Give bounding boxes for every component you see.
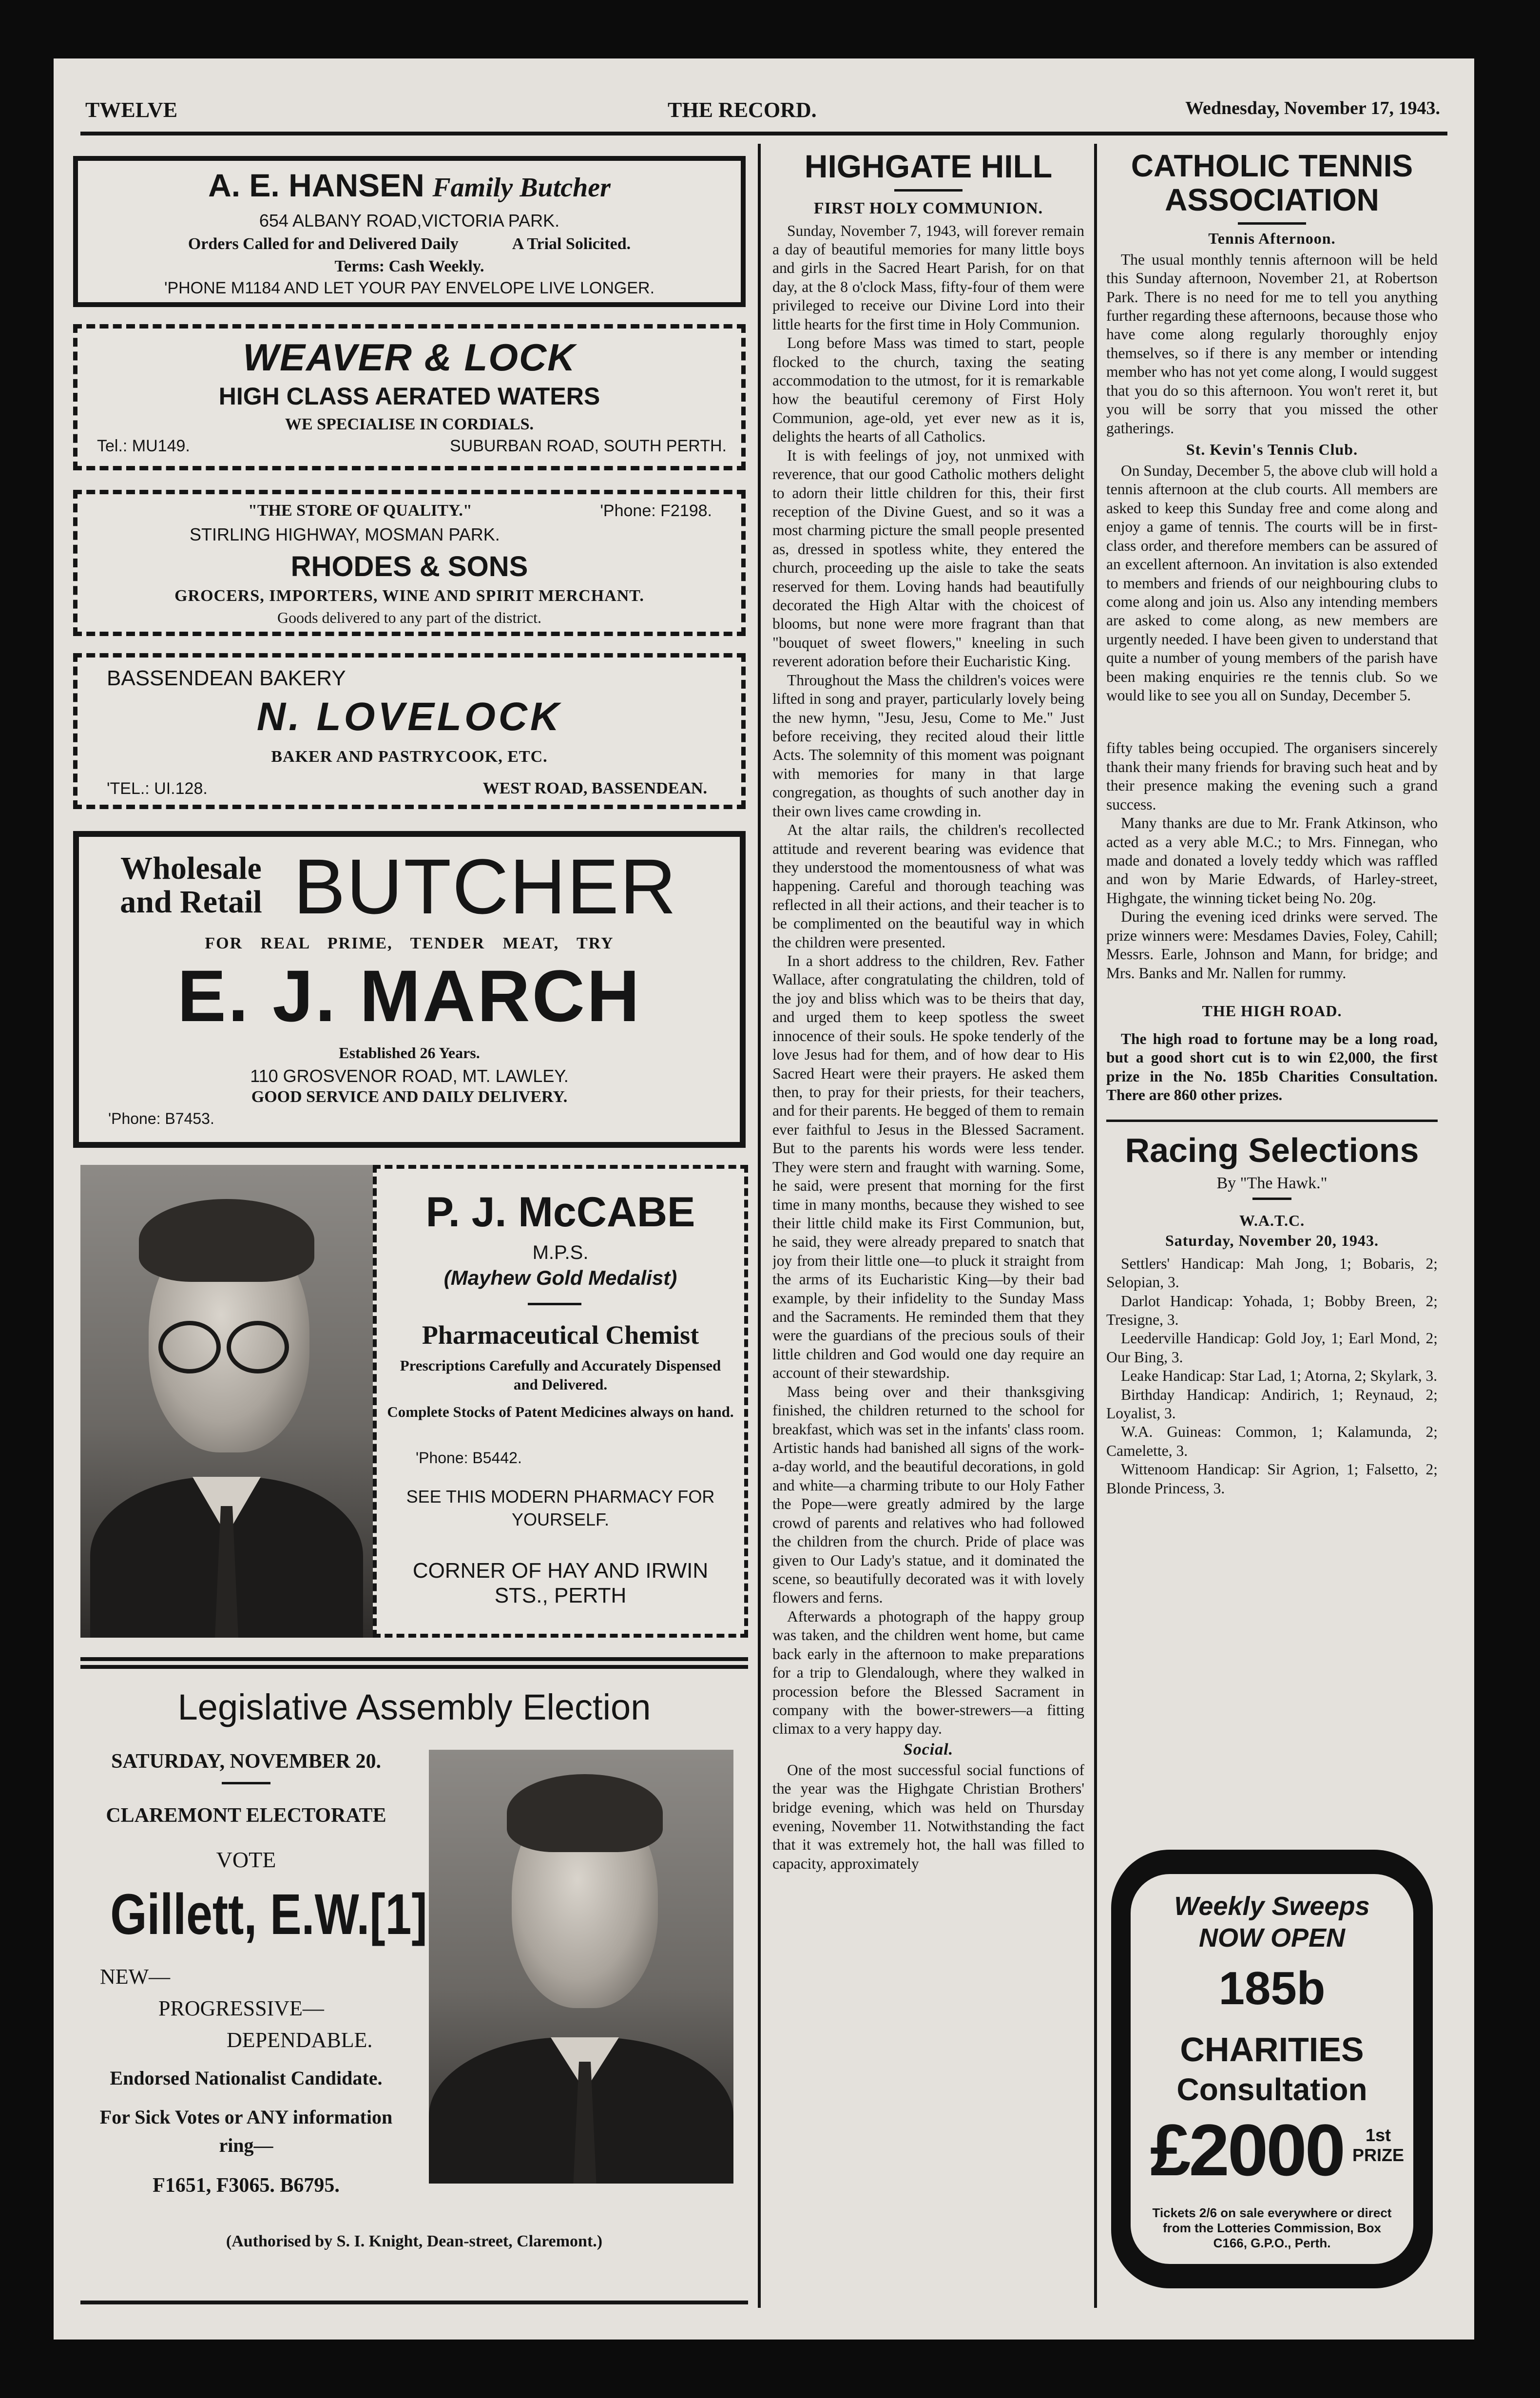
highgate-para-7: Mass being over and their thanksgiving finished, the children returned to the school for breakfast, which was set in the infants' class room. Artistic hands had banished all signs of the work-a-day world, and the beautiful decorations, in gold and white—a charming tribute to our Holy Father the Pope—were greatly admired by the large crowd of parents and relatives who had followed the children from the church. Pride of place was given to Our Lady's statue, and it dominated the scene, so beautifully decorated was it with lovely flowers and ferns. bbox=[772, 1383, 1084, 1606]
weaver-line2: WE SPECIALISE IN CORDIALS. bbox=[285, 415, 534, 433]
column-divider-1 bbox=[758, 144, 761, 2308]
election-top-rule-2 bbox=[80, 1665, 748, 1669]
racing-item: Darlot Handicap: Yohada, 1; Bobby Breen, 2; Tresigne, 3. bbox=[1106, 1292, 1438, 1328]
highgate-subtitle: FIRST HOLY COMMUNION. bbox=[813, 199, 1043, 217]
hansen-address: 654 ALBANY ROAD,VICTORIA PARK. bbox=[259, 211, 560, 231]
racing-title: Racing Selections bbox=[1125, 1131, 1419, 1169]
mccabe-portrait bbox=[80, 1165, 373, 1638]
mccabe-title: Pharmaceutical Chemist bbox=[422, 1320, 699, 1350]
highgate-column bbox=[772, 149, 1084, 2308]
sweeps-charities: CHARITIES bbox=[1180, 2031, 1364, 2069]
hansen-tag: Family Butcher bbox=[432, 173, 611, 203]
sweeps-ad bbox=[1111, 1850, 1433, 2288]
lovelock-bakery-ad bbox=[73, 653, 746, 809]
sweeps-prize-label-2: PRIZE bbox=[1352, 2145, 1405, 2166]
mccabe-stocks: Complete Stocks of Patent Medicines always on hand. bbox=[387, 1403, 734, 1420]
election-bottom-rule bbox=[80, 2301, 748, 2304]
election-top-rule-1 bbox=[80, 1657, 748, 1661]
hansen-butcher-ad bbox=[73, 156, 746, 307]
racing-item: Wittenoom Handicap: Sir Agrion, 1; Falsetto, 2; Blonde Princess, 3. bbox=[1106, 1461, 1438, 1497]
racing-list bbox=[1106, 1255, 1438, 1498]
high-road-heading: THE HIGH ROAD. bbox=[1202, 1002, 1342, 1020]
lovelock-trade: BAKER AND PASTRYCOOK, ETC. bbox=[271, 748, 548, 766]
election-progressive: PROGRESSIVE— bbox=[158, 1996, 324, 2020]
march-address: 110 GROSVENOR ROAD, MT. LAWLEY. bbox=[250, 1066, 569, 1086]
weaver-name: WEAVER & LOCK bbox=[243, 336, 576, 379]
highgate-para-5: At the altar rails, the children's recollected attitude and reverent bearing was evidence that they understood the momentousness of what was happening. Careful and thorough teaching was reflected in all their actions, and their teacher is to be complimented on the beautiful way in which the children were presented. bbox=[772, 821, 1084, 951]
racing-byline: By "The Hawk." bbox=[1216, 1174, 1328, 1192]
weaver-lock-ad bbox=[73, 324, 746, 470]
lovelock-tel: 'TEL.: UI.128. bbox=[107, 779, 208, 798]
sweeps-line-1: Weekly Sweeps bbox=[1174, 1892, 1370, 1921]
election-candidate: Gillett, E.W.[1] bbox=[110, 1882, 427, 1947]
page-header bbox=[85, 97, 1440, 132]
tennis-para-1: The usual monthly tennis afternoon will be held this Sunday afternoon, November 21, at Robertson Park. There is no need for me to tell you anything further regarding these afternoons, because those who have come along regularly thoroughly enjoy themselves, so if there is any member or intending member who has not yet come along, I would suggest that you do so this afternoon. You won't reret it, but you will be sorry that you missed the other gatherings. bbox=[1106, 251, 1438, 437]
rhodes-address: STIRLING HIGHWAY, MOSMAN PARK. bbox=[190, 524, 500, 544]
racing-item: Birthday Handicap: Andirich, 1; Reynaud, 2; Loyalist, 3. bbox=[1106, 1386, 1438, 1422]
mccabe-corner: CORNER OF HAY AND IRWIN STS., PERTH bbox=[412, 1559, 709, 1607]
rhodes-delivery: Goods delivered to any part of the district. bbox=[277, 609, 542, 626]
weaver-tel: Tel.: MU149. bbox=[97, 437, 190, 455]
weaver-address: SUBURBAN ROAD, SOUTH PERTH. bbox=[449, 437, 727, 455]
sweeps-prize: £2000 bbox=[1150, 2109, 1344, 2191]
sweeps-consultation: Consultation bbox=[1176, 2072, 1367, 2107]
sweeps-tickets: Tickets 2/6 on sale everywhere or direct from the Lotteries Commission, Box C166, G.P.O., Perth. bbox=[1152, 2205, 1392, 2251]
election-dependable: DEPENDABLE. bbox=[227, 2028, 373, 2052]
tennis-sub-2: St. Kevin's Tennis Club. bbox=[1186, 441, 1358, 458]
march-butcher: BUTCHER bbox=[293, 843, 677, 930]
page-number: TWELVE bbox=[85, 98, 178, 122]
election-electorate: CLAREMONT ELECTORATE bbox=[106, 1804, 386, 1827]
rhodes-sons-ad bbox=[73, 490, 746, 636]
lovelock-address: WEST ROAD, BASSENDEAN. bbox=[482, 779, 707, 797]
hansen-orders: Orders Called for and Delivered Daily bbox=[188, 235, 459, 253]
continued-para-2: Many thanks are due to Mr. Frank Atkinson, who acted as a very able M.C.; to Mrs. Finnegan, who made and donated a lovely teddy which was raffled and won by Marie Edwards, of Harley-street, Highgate, the winning ticket being No. 20g. bbox=[1106, 814, 1438, 907]
newspaper-page bbox=[54, 58, 1474, 2340]
highgate-para-8: Afterwards a photograph of the happy group was taken, and the children went home, but came back early in the afternoon to make preparations for a trip to Glendalough, where they walked in procession before the Blessed Sacrament in company with the bower-strewers—a fitting climax to a very happy day. bbox=[772, 1607, 1084, 1738]
hansen-trial: A Trial Solicited. bbox=[512, 235, 631, 253]
highgate-para-6: In a short address to the children, Rev. Father Wallace, after congratulating the children, told of the joy and bliss which was to be theirs that day, and urged them to keep spotless the sweet innocence of their souls. He spoke tenderly of the love Jesus had for them, and of how dear to His Sacred Heart were their prayers. He asked them then, to pray for their priests, for their teachers, and for their parents. He begged of them to remain ever faithful to Jesus in the Blessed Sacrament. But to the parents his words were less tender. They were stern and fraught with warning. Some, he said, were present that morning for the first time in many months, because they wished to see their little child make its First Communion, but, he said, they were already prepared to snatch that joy from their little one—to pluck it straight from the arms of its Eucharistic King—by their bad example, by their infidelity to the Sunday Mass and the Sacraments. He reminded them that they were the guardians of the precious souls of their little children and God would one day require an account of their stewardship. bbox=[772, 952, 1084, 1382]
tennis-para-2: On Sunday, December 5, the above club will hold a tennis afternoon at the club courts. All members are asked to keep this Sunday free and come along and enjoy a game of tennis. The courts will be in first-class order, and therefore members can be assured of an excellent afternoon. An invitation is also extended to members and friends of our neighbouring clubs to come along and join us. Also any intending members are asked to come along, as new members are urgently needed. I have been given to understand that quite a number of young members of the parish have been making enquiries re the tennis club. So we would like to see you all on Sunday, December 5. bbox=[1106, 462, 1438, 704]
masthead-title: THE RECORD. bbox=[668, 98, 817, 122]
march-service: GOOD SERVICE AND DAILY DELIVERY. bbox=[251, 1088, 568, 1106]
hansen-phone: 'PHONE M1184 AND LET YOUR PAY ENVELOPE LIVE LONGER. bbox=[164, 279, 655, 297]
mccabe-see: SEE THIS MODERN PHARMACY FOR YOURSELF. bbox=[406, 1487, 715, 1529]
continued-para-1: fifty tables being occupied. The organisers sincerely thank their many friends for braving such heat and by their presence making the evening such a grand success. bbox=[1106, 739, 1438, 813]
lovelock-name: N. LOVELOCK bbox=[256, 695, 562, 739]
hansen-terms: Terms: Cash Weekly. bbox=[334, 257, 484, 275]
mccabe-prescriptions: Prescriptions Carefully and Accurately Dispensed and Delivered. bbox=[400, 1357, 721, 1393]
rhodes-trade: GROCERS, IMPORTERS, WINE AND SPIRIT MERCHANT. bbox=[174, 587, 644, 605]
rhodes-name: RHODES & SONS bbox=[290, 551, 528, 582]
racing-item: Settlers' Handicap: Mah Jong, 1; Bobaris, 2; Selopian, 3. bbox=[1106, 1255, 1438, 1291]
sweeps-prize-label-1: 1st bbox=[1365, 2125, 1391, 2145]
continued-para-3: During the evening iced drinks were served. The prize winners were: Mesdames Davies, Foley, Cahill; Messrs. Earle, Johnson and Mann, for bridge; and Mrs. Banks and Mr. Nallen for rummy. bbox=[1106, 908, 1438, 982]
highgate-para-2: Long before Mass was timed to start, people flocked to the church, taxing the seating accommodation to the utmost, for it is remarkable how the beautiful ceremony of First Holy Communion, age-old, yet ever new as it is, delights the hearts of all Catholics. bbox=[772, 334, 1084, 445]
mccabe-name: P. J. McCABE bbox=[425, 1189, 695, 1236]
march-for-line: FOR REAL PRIME, TENDER MEAT, TRY bbox=[205, 934, 614, 952]
highgate-para-1: Sunday, November 7, 1943, will forever remain a day of beautiful memories for many little boys and girls in the Sacred Heart Parish, for on that day, at the 8 o'clock Mass, fifty-four of them were privileged to receive our Divine Lord into their little hearts for the first time in Holy Communion. bbox=[772, 222, 1084, 333]
tennis-sub-1: Tennis Afternoon. bbox=[1208, 229, 1336, 247]
election-endorsed: Endorsed Nationalist Candidate. bbox=[110, 2067, 383, 2089]
mccabe-medal: (Mayhew Gold Medalist) bbox=[443, 1266, 677, 1289]
column-divider-2 bbox=[1094, 144, 1097, 2308]
racing-item: W.A. Guineas: Common, 1; Kalamunda, 2; Camelette, 3. bbox=[1106, 1423, 1438, 1459]
rhodes-quality: "THE STORE OF QUALITY." bbox=[248, 502, 472, 520]
march-established: Established 26 Years. bbox=[339, 1044, 480, 1062]
march-wholesale: Wholesale bbox=[120, 851, 262, 886]
march-name: E. J. MARCH bbox=[177, 955, 642, 1037]
election-title: Legislative Assembly Election bbox=[177, 1687, 651, 1727]
sweeps-line-2: NOW OPEN bbox=[1198, 1923, 1345, 1953]
mccabe-phone: 'Phone: B5442. bbox=[416, 1449, 522, 1467]
issue-date: Wednesday, November 17, 1943. bbox=[1185, 98, 1440, 118]
highgate-para-3: It is with feelings of joy, not unmixed with reverence, that our good Catholic mothers delight to adorn their little children for this, their first reception of the Divine Guest, and so it was a most charming picture the small people presented as, dressed in spotless white, they entered the church, proceeding up the aisle to take the seats reserved for them. Loving hands had beautifully decorated the High Altar with the choicest of blooms, but none were more fragrant than that "bouquet of sweet flowers," kneeling in such reverent adoration before their Eucharistic King. bbox=[772, 446, 1084, 670]
mccabe-pharmacy-ad bbox=[80, 1165, 748, 1638]
march-phone: 'Phone: B7453. bbox=[108, 1110, 214, 1127]
weaver-line1: HIGH CLASS AERATED WATERS bbox=[218, 383, 600, 410]
election-authorised: (Authorised by S. I. Knight, Dean-street, Claremont.) bbox=[226, 2232, 603, 2250]
election-phones: F1651, F3065. B6795. bbox=[153, 2174, 340, 2197]
sweeps-number: 185b bbox=[1218, 1962, 1326, 2014]
lovelock-bakery: BASSENDEAN BAKERY bbox=[107, 666, 346, 690]
header-rule bbox=[80, 132, 1447, 135]
election-date: SATURDAY, NOVEMBER 20. bbox=[111, 1750, 381, 1773]
racing-club: W.A.T.C. bbox=[1239, 1211, 1305, 1229]
election-vote: VOTE bbox=[216, 1847, 276, 1872]
highgate-para-4: Throughout the Mass the children's voices were lifted in song and prayer, particularly lovely being the new hymn, "Jesu, Jesu, Come to Me." Just before receiving, they recited aloud their little Acts. The solemnity of this moment was poignant with memories for many in that large congregation, as thoughts of such another day in their own lives came crowding in. bbox=[772, 671, 1084, 820]
gillett-portrait bbox=[429, 1750, 733, 2184]
highgate-social-heading: Social. bbox=[903, 1740, 954, 1759]
racing-item: Leake Handicap: Star Lad, 1; Atorna, 2; Skylark, 3. bbox=[1121, 1367, 1438, 1385]
tennis-title: CATHOLIC TENNIS ASSOCIATION bbox=[1131, 149, 1413, 218]
highgate-social-para: One of the most successful social functions of the year was the Highgate Christian Brothers' bridge evening, which was held on Thursday evening, November 11. Notwithstanding the fact that it was extremely hot, the hall was filled to capacity, approximately bbox=[772, 1761, 1084, 1872]
racing-item: Leederville Handicap: Gold Joy, 1; Earl Mond, 2; Our Bing, 3. bbox=[1106, 1330, 1438, 1366]
racing-date: Saturday, November 20, 1943. bbox=[1165, 1231, 1379, 1249]
election-ad bbox=[80, 1677, 748, 2301]
march-butcher-ad bbox=[73, 831, 746, 1148]
rhodes-phone: 'Phone: F2198. bbox=[600, 502, 712, 520]
election-sick-votes: For Sick Votes or ANY information ring— bbox=[99, 2106, 393, 2156]
highgate-title: HIGHGATE HILL bbox=[804, 149, 1053, 184]
election-new: NEW— bbox=[100, 1965, 171, 1989]
march-retail: and Retail bbox=[120, 884, 262, 920]
high-road-text: The high road to fortune may be a long road, but a good short cut is to win £2,000, the first prize in the No. 185b Charities Consultation. There are 860 other prizes. bbox=[1106, 1030, 1438, 1104]
hansen-name: A. E. HANSEN bbox=[208, 167, 424, 203]
mccabe-mps: M.P.S. bbox=[532, 1242, 589, 1263]
